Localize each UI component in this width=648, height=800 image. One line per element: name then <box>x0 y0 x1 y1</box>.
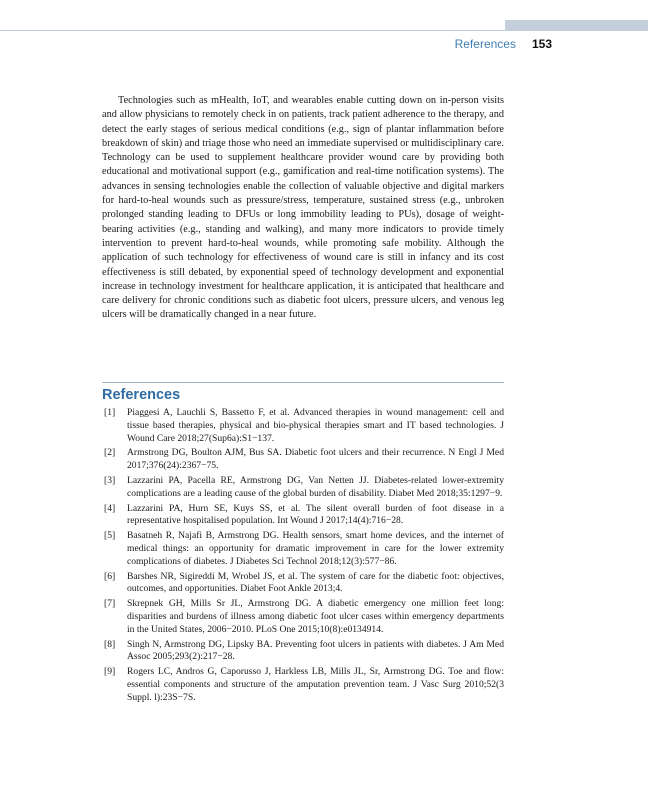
reference-text: Skrepnek GH, Mills Sr JL, Armstrong DG. A diabetic emergency one million feet long: disparities and burdens of illness among diabetic foot ulcer cases within emergency departments in the United States, 2006−2010. PLoS One 2015;10(8):e0134914. <box>127 598 504 635</box>
section-divider <box>102 382 504 383</box>
reference-text: Basatneh R, Najafi B, Armstrong DG. Health sensors, smart home devices, and the internet of medical things: an opportunity for dramatic improvement in care for the lower extremity complications of diabetes. J Diabetes Sci Technol 2018;12(3):577−86. <box>127 530 504 567</box>
reference-text: Armstrong DG, Boulton AJM, Bus SA. Diabetic foot ulcers and their recurrence. N Engl J Med 2017;376(24):2367−75. <box>127 447 504 472</box>
reference-number: [7] <box>104 598 116 610</box>
reference-number: [4] <box>104 502 116 514</box>
reference-item <box>102 639 504 665</box>
reference-number: [1] <box>104 407 116 418</box>
reference-text: Lazzarini PA, Pacella RE, Armstrong DG, Van Netten JJ. Diabetes-related lower-extremity complications are a leading cause of the global burden of disability. Diabet Med 2018;35:1297−9. <box>127 474 504 499</box>
reference-text: Rogers LC, Andros G, Caporusso J, Harkless LB, Mills JL, Sr, Armstrong DG. Toe and flow: essential components and structure of the amputation prevention team. J Vasc Surg 2010;52(3 Suppl. l):23S−7S. <box>127 666 504 703</box>
reference-text: Piaggesi A, Lauchli S, Bassetto F, et al. Advanced therapies in wound management: cell and tissue based therapies, physical and bio-physical therapies smart and IT based technologies. J Wound Care 2018;27(Sup6a):S1−137. <box>127 407 504 444</box>
reference-number: [6] <box>104 570 116 582</box>
reference-item <box>102 598 504 636</box>
reference-number: [5] <box>104 530 116 542</box>
reference-item <box>102 571 504 597</box>
page-number: 153 <box>531 37 552 51</box>
reference-item <box>102 666 504 704</box>
reference-item <box>102 530 504 568</box>
reference-text: Lazzarini PA, Hurn SE, Kuys SS, et al. The silent overall burden of foot disease in a representative hospitalised population. Int Wound J 2017;14(4):716−28. <box>127 502 504 527</box>
references-heading: References <box>102 387 181 403</box>
running-header <box>380 35 552 53</box>
reference-text: Barshes NR, Sigireddi M, Wrobel JS, et al. The system of care for the diabetic foot: objectives, outcomes, and opportunities. Diabet Foot Ankle 2013;4. <box>127 570 504 595</box>
header-accent-bar <box>505 20 648 30</box>
reference-number: [3] <box>104 474 116 486</box>
reference-item <box>102 503 504 529</box>
running-header-section-title: References <box>454 37 516 51</box>
reference-item <box>102 447 504 473</box>
reference-item <box>102 475 504 501</box>
body-paragraph: Technologies such as mHealth, IoT, and wearables enable cutting down on in-person visits and allow physicians to remotely check in on patients, track patient adherence to the therapy, and detect the early stages of serious medical conditions (e.g., sign of plantar inflammation before breakdown of skin) and triage those who need an immediate supervised or multidisciplinary care. Technology can be used to supplement healthcare provider wound care by providing both educational and motivational support (e.g., gamification and real-time notification systems). The advances in sensing technologies enable the collection of valuable objective and digital markers for hard-to-heal wounds such as pressure/stress, temperature, sustained stress (e.g., unbroken prolonged standing leading to DFUs or long immobility leading to PUs), dosage of weight-bearing activities (e.g., standing and walking), and many more indicators to provide timely intervention to prevent hard-to-heal wounds, while promoting safe mobility. Although the application of such technology for effectiveness of wound care is still in infancy and its cost effectiveness is still debated, by exponential speed of technology development and exponential increase in technology investment for healthcare application, it is anticipated that healthcare and care delivery for chronic conditions such as diabetic foot ulcers, pressure ulcers, and venous leg ulcers will be dramatically changed in a near future. <box>102 95 504 321</box>
reference-number: [2] <box>104 447 116 459</box>
reference-text: Singh N, Armstrong DG, Lipsky BA. Preventing foot ulcers in patients with diabetes. J Am Med Assoc 2005;293(2):217−28. <box>127 638 504 663</box>
reference-number: [8] <box>104 638 116 650</box>
reference-item <box>102 407 504 445</box>
reference-list <box>102 407 504 707</box>
header-rule <box>0 30 648 31</box>
reference-number: [9] <box>104 666 116 678</box>
